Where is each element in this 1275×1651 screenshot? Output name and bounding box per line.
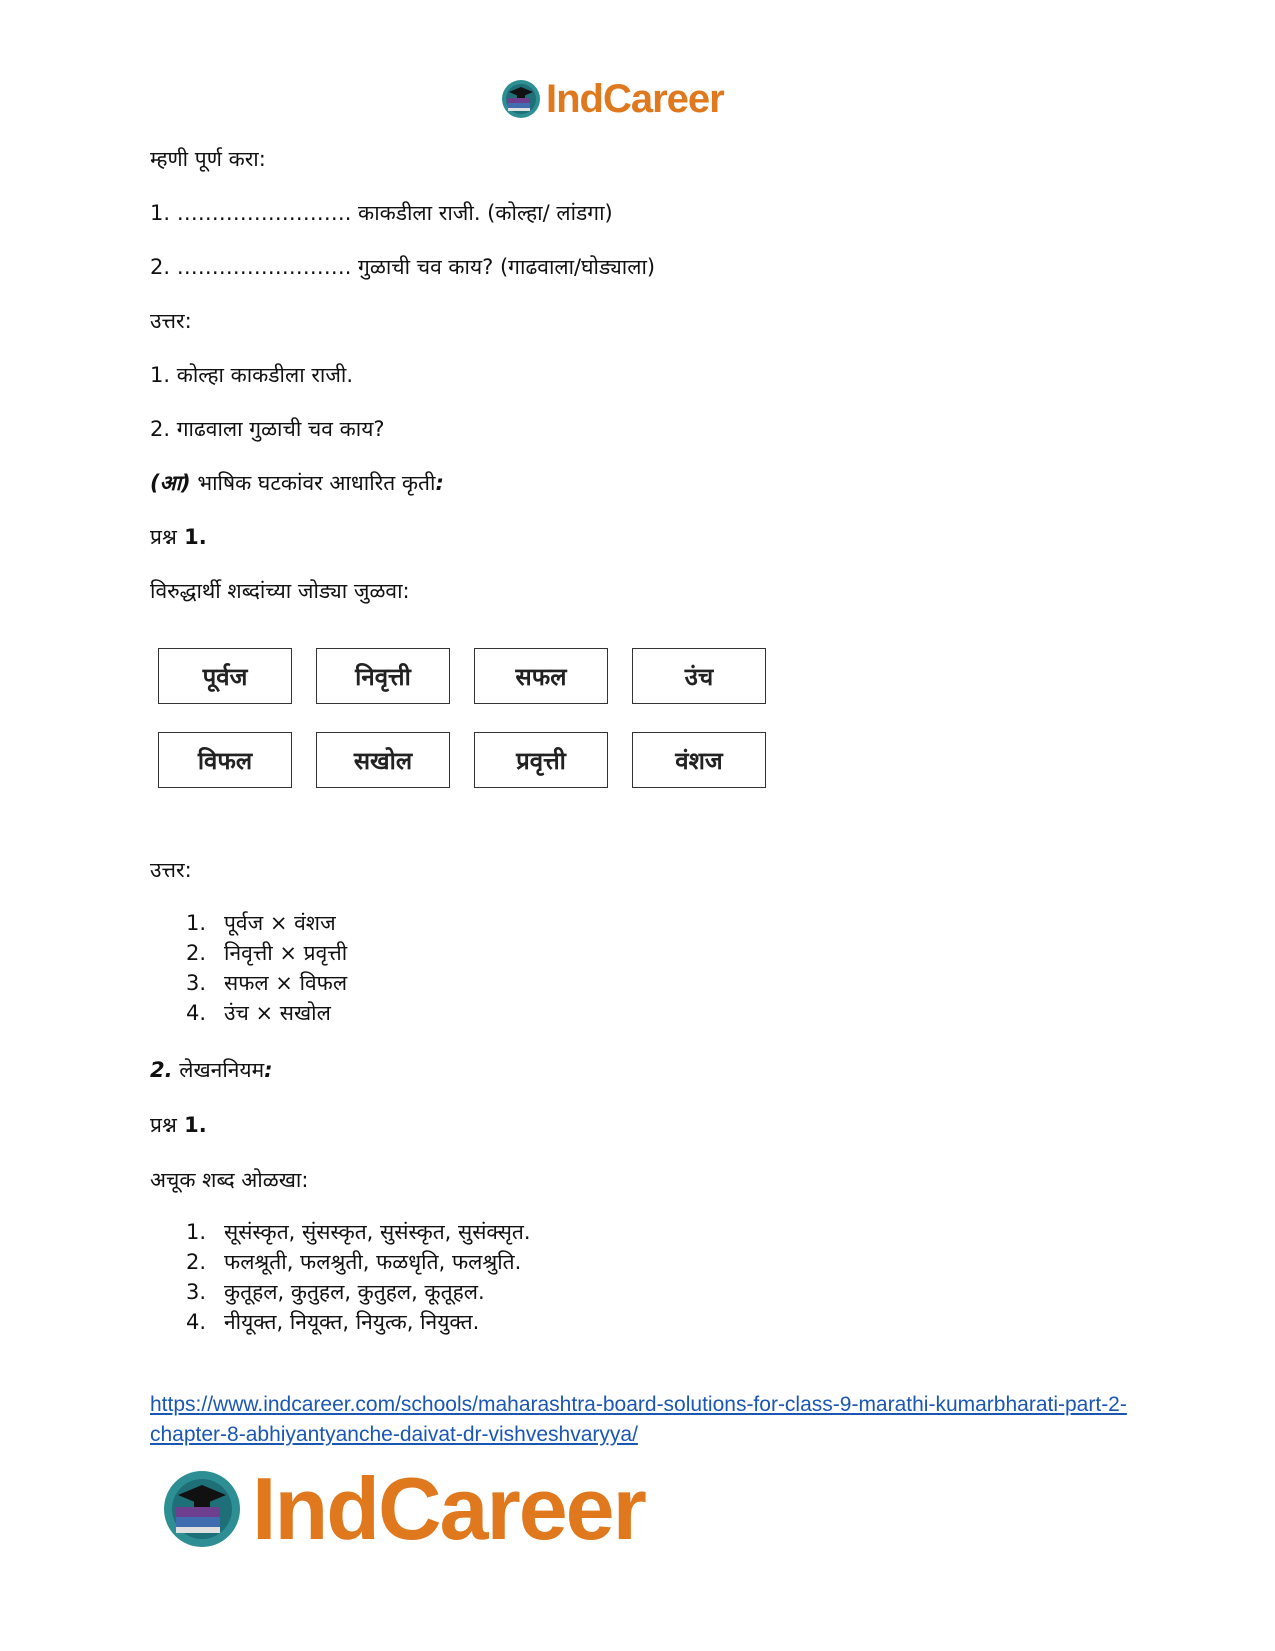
word-box: वंशज (632, 732, 766, 788)
word-box: विफल (158, 732, 292, 788)
source-url-link[interactable]: https://www.indcareer.com/schools/maharashtra-board-solutions-for-class-9-marathi-kumarbharati-part-2-chapter-8-abhiyantyanche-daivat-dr-vishveshvaryya/ (150, 1393, 1127, 1446)
proverb-question-2: 2. ……………………. गुळाची चव काय? (गाढवाला/घोड्याला) (150, 255, 656, 279)
list-item: 4. नीयूक्त, नियूक्त, नियुत्क, नियुक्त. (186, 1310, 480, 1334)
list-item: 1. सूसंस्कृत, सुंसस्कृत, सुसंस्कृत, सुसंक्सृत. (186, 1220, 531, 1244)
question-label-2 (150, 1111, 207, 1139)
word-box: पूर्वज (158, 648, 292, 704)
header-logo (500, 78, 724, 120)
word-box: प्रवृत्ती (474, 732, 608, 788)
proverb-heading: म्हणी पूर्ण करा: (150, 147, 266, 171)
brand-name: IndCareer (252, 1459, 645, 1558)
spelling-instruction: अचूक शब्द ओळखा: (150, 1168, 309, 1192)
question-number: 1. (176, 525, 207, 549)
list-item: 2. फलश्रूती, फलश्रुती, फळधृति, फलश्रुति. (186, 1250, 522, 1274)
antonym-instruction: विरुद्धार्थी शब्दांच्या जोड्या जुळवा: (150, 579, 410, 603)
section-heading-aa (150, 469, 444, 497)
question-word: प्रश्न (150, 525, 177, 549)
section-heading-2 (150, 1056, 273, 1084)
proverb-answer-2: 2. गाढवाला गुळाची चव काय? (150, 417, 385, 441)
section-prefix: (आ) (150, 471, 191, 495)
list-item: 4. उंच × सखोल (186, 1001, 331, 1025)
list-item: 2. निवृत्ती × प्रवृत्ती (186, 941, 348, 965)
question-word: प्रश्न (150, 1113, 177, 1137)
brand-name: IndCareer (546, 77, 724, 121)
proverb-question-1: 1. ……………………. काकडीला राजी. (कोल्हा/ लांडगा) (150, 201, 613, 225)
word-box: सफल (474, 648, 608, 704)
antonym-answer-list (186, 908, 347, 1028)
answer-label: उत्तर: (150, 309, 192, 333)
question-label (150, 523, 207, 551)
section-number: 2. (150, 1058, 173, 1082)
spelling-list (186, 1217, 531, 1337)
section-colon: : (435, 471, 444, 495)
word-box: निवृत्ती (316, 648, 450, 704)
footer-logo (160, 1459, 645, 1558)
section-title: भाषिक घटकांवर आधारित कृती (190, 471, 436, 495)
list-item: 3. कुतूहल, कुतुहल, कुतुहल, कूतूहल. (186, 1280, 485, 1304)
word-box: सखोल (316, 732, 450, 788)
word-box: उंच (632, 648, 766, 704)
proverb-answer-1: 1. कोल्हा काकडीला राजी. (150, 363, 354, 387)
graduation-book-icon (500, 78, 542, 120)
section-title: लेखननियम (172, 1058, 265, 1082)
answer-label-2: उत्तर: (150, 858, 192, 882)
graduation-book-icon (160, 1467, 244, 1551)
list-item: 1. पूर्वज × वंशज (186, 911, 336, 935)
section-colon: : (264, 1058, 273, 1082)
question-number: 1. (176, 1113, 207, 1137)
list-item: 3. सफल × विफल (186, 971, 348, 995)
